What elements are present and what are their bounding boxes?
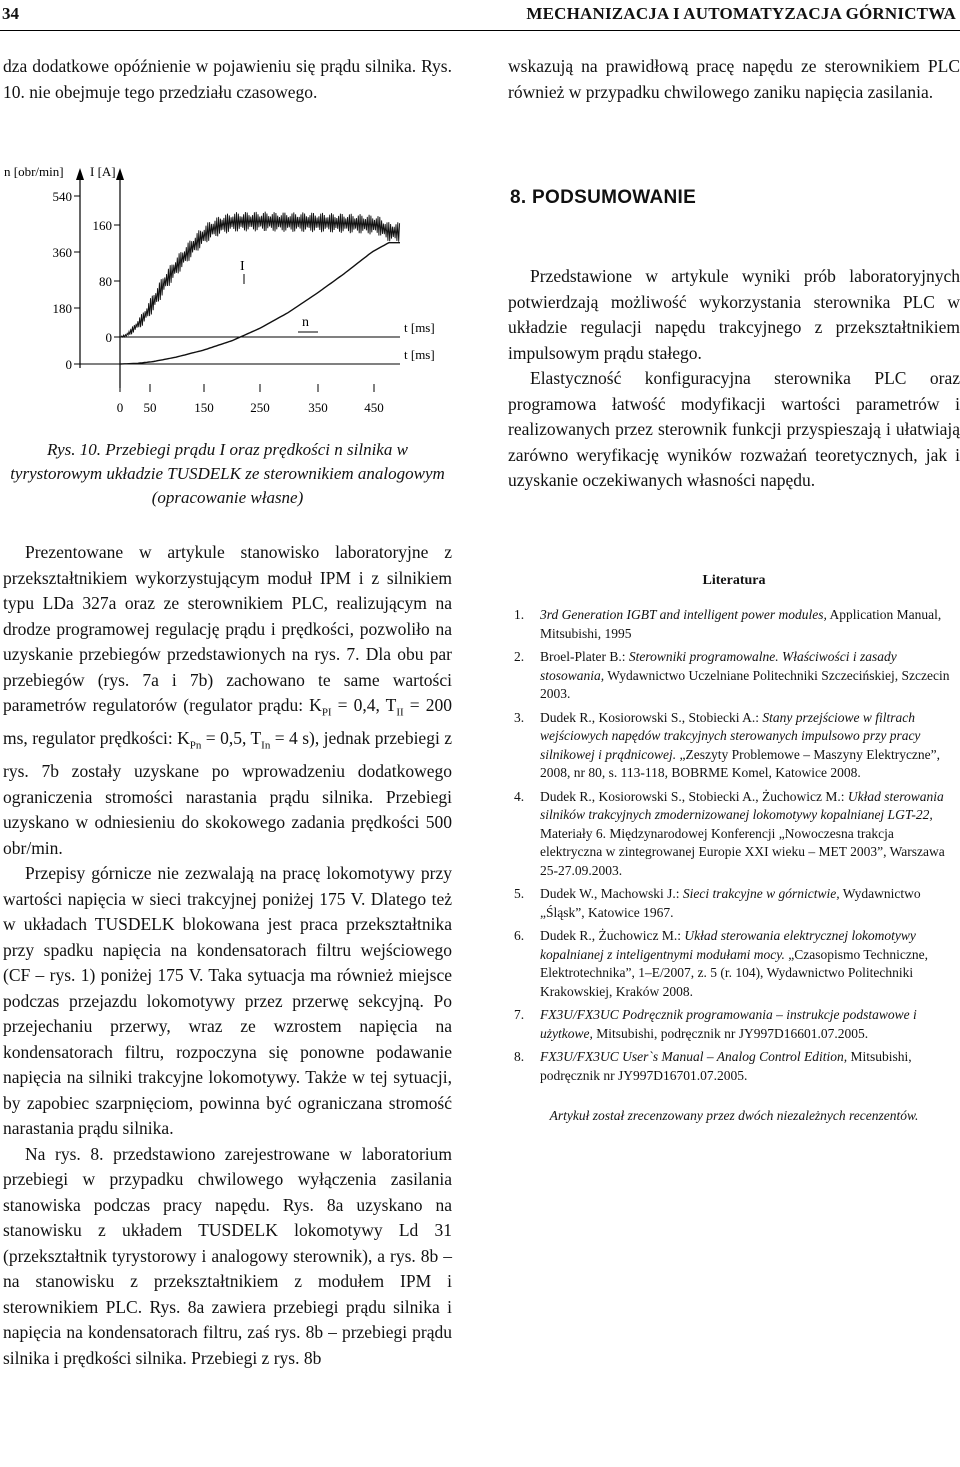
n-tick-label: 180	[52, 301, 72, 316]
literature-title: Literatura	[702, 573, 766, 588]
p1-part: = 0,5, T	[201, 728, 262, 748]
ref-rest: Application Manual, Mitsubishi, 1995	[540, 607, 942, 641]
header-rule	[0, 30, 960, 31]
ref-authors: Dudek W., Machowski J.:	[540, 886, 683, 901]
reference-item	[514, 885, 958, 922]
left-body	[3, 540, 452, 1371]
ref-title: Sieci trakcyjne w górnictwie,	[682, 886, 840, 901]
ref-title: Układ sterowania elektrycznej lokomotywy kopalnianej z inteligentnymi modułami mocy.	[540, 928, 916, 962]
ref-num: 3.	[514, 709, 525, 725]
ref-title: FX3U/FX3UC Podręcznik programowania – instrukcje podstawowe i użytkowe,	[540, 1007, 917, 1041]
ref-rest: Mitsubishi, podręcznik nr JY997D16601.07.2005.	[592, 1025, 869, 1041]
ref-num: 7.	[514, 1007, 525, 1022]
figure-rys-10	[0, 156, 460, 428]
section-title: 8. PODSUMOWANIE	[510, 187, 697, 208]
left-intro	[3, 54, 452, 105]
p1-part: Prezentowane w artykule stanowisko laboratoryjne z przekształtnikiem wykorzystującym moduł IPM i z silnikiem typu LDa 327a oraz ze sterownikiem PLC, realizującym na drodze programowej regulację prądu i prędkości, pozwoliło na uzyskanie przebiegów przedstawionych na rys. 7. Dla obu par przebiegów (rys. 7a i 7b) zachowano te same wartości parametrów regulatorów (regulator prądu: K	[3, 542, 452, 715]
body-paragraph	[3, 540, 452, 861]
ref-rest: „Zeszyty Problemowe – Maszyny Elektryczne”, 2008, nr 80, s. 113-118, BOBRME Komel, Katowice 2008.	[540, 746, 941, 780]
reference-item	[514, 606, 958, 643]
ref-title: Sterowniki programowalne. Właściwości i zasady stosowania,	[540, 649, 897, 683]
ref-num: 6.	[514, 928, 525, 943]
body-paragraph: Na rys. 8. przedstawiono zarejestrowane w laboratorium przebiegi w przypadku chwilowego wyłączenia zasilania stanowiska podczas pracy napędu. Rys. 8a uzyskano na stanowisku z układem TUSDELK lokomotywy Ld 31 (przekształtnik tyrystorowy i analogowy sterownik), a rys. 8b – na stanowisku z przekształtnikiem z modułem IPM i sterownikiem PLC. Rys. 8a zawiera przebiegi prądu silnika i napięcia na kondensatorach filtru, zaś rys. 8b – przebiegi prądu silnika i prędkości silnika. Przebiegi z rys. 8b	[3, 1143, 452, 1368]
t-label-lower: t [ms]	[404, 347, 435, 362]
ref-num: 4.	[514, 788, 525, 804]
current-curve-i	[120, 212, 400, 337]
page-number: 34	[2, 4, 19, 23]
ref-num: 2.	[514, 649, 525, 664]
t-label-upper: t [ms]	[404, 320, 435, 335]
reference-item	[514, 1048, 958, 1085]
ref-rest: Materiały 6. Międzynarodowej Konferencji „Nowoczesna trakcja elektryczna w zintegrowanej Europie XXI wieku – MET 2003”, Warszawa 25-27.09.2003.	[540, 825, 945, 878]
reference-item	[514, 1006, 958, 1043]
right-intro	[508, 54, 960, 105]
right-intro-text: wskazują na prawidłową pracę napędu ze sterownikiem PLC również w przypadku chwilowego zaniku napięcia zasilania.	[508, 56, 960, 102]
reference-item	[514, 927, 958, 1001]
t-ticks	[117, 384, 384, 415]
ref-title: 3rd Generation IGBT and intelligent power modules,	[540, 607, 827, 622]
ref-num: 8.	[514, 1049, 525, 1064]
subscript: II	[396, 706, 404, 719]
ref-authors: Dudek R., Żuchowicz M.:	[540, 928, 685, 943]
reference-list	[514, 606, 958, 1090]
journal-title: MECHANIZACJA I AUTOMATYZACJA GÓRNICTWA	[526, 4, 956, 23]
page-header	[0, 0, 960, 30]
t-tick-label: 350	[308, 400, 328, 415]
curve-label-current: I	[240, 259, 245, 274]
subscript: In	[261, 739, 271, 752]
p1-part: = 0,4, T	[331, 695, 397, 715]
reference-item	[514, 788, 958, 881]
summary-paragraph: Przedstawione w artykule wyniki prób laboratoryjnych potwierdzają możliwość wykorzystania sterownika PLC w układzie regulacji napędu trakcyjnego z przekształtnikiem impulsowym prądu stałego.	[508, 266, 960, 363]
n-tick-label: 0	[65, 357, 72, 372]
ref-authors: Dudek R., Kosiorowski S., Stobiecki A.:	[540, 709, 763, 725]
ref-authors: Dudek R., Kosiorowski S., Stobiecki A., Żuchowicz M.:	[540, 788, 848, 804]
n-ticks	[53, 189, 81, 372]
review-note: Artykuł został zrecenzowany przez dwóch niezależnych recenzentów.	[549, 1108, 919, 1123]
t-tick-label: 50	[143, 400, 157, 415]
ref-title: Układ sterowania silników trakcyjnych zmodernizowanej lokomotywy kopalnianej LGT-22,	[540, 788, 944, 822]
t-tick-label: 150	[194, 400, 214, 415]
summary	[508, 264, 960, 494]
i-ticks	[93, 218, 121, 345]
ref-authors: Broel-Plater B.:	[540, 649, 629, 664]
body-paragraph: Przepisy górnicze nie zezwalają na pracę lokomotywy przy wartości napięcia w sieci trakcyjnej poniżej 175 V. Dlatego też w układach TUSDELK blokowana jest praca przekształtnika przy spadku napięcia na kondensatorach filtru wejściowego (CF – rys. 1) poniżej 175 V. Taka sytuacja ma również miejsce podczas przejazdu lokomotywy przez przerwę sekcyjną. Po przejechaniu przerwy, wraz ze wzrostem napięcia na kondensatorach filtru, rozpoczyna się ponowne podawanie napięcia na silniki trakcyjne lokomotywy. Także w tej sytuacji, by zapobiec szarpnięciom, powinna być ograniczana stromość narastania prądu silnika.	[3, 863, 452, 1138]
summary-paragraph: Elastyczność konfiguracyjna sterownika PLC oraz programowa łatwość modyfikacji wartości parametrów i realizowanych przez sterownik funkcji przyspieszają i ułatwiają zarówno weryfikację wyników rozważań teoretycznych, jak i uzyskanie oczekiwanych własności napędu.	[508, 368, 960, 490]
ref-rest: Mitsubishi, podręcznik nr JY997D16701.07.2005.	[540, 1049, 912, 1083]
i-tick-label: 0	[105, 330, 112, 345]
subscript: PI	[321, 706, 332, 719]
ref-title: Stany przejściowe w filtrach wejściowych napędów trakcyjnych sterowanych impulsowo przy pracy silnikowej i prądnicowej.	[540, 709, 921, 762]
n-axis-label: n [obr/min]	[4, 164, 64, 179]
n-tick-label: 360	[52, 245, 72, 260]
t-tick-label: 450	[364, 400, 384, 415]
ref-rest: „Czasopismo Techniczne, Elektrotechnika”, 1–E/2007, z. 5 (r. 104), Wydawnictwo Politechniki Krakowskiej, Kraków 2008.	[540, 946, 928, 999]
ref-title: FX3U/FX3UC User`s Manual – Analog Control Edition,	[540, 1049, 848, 1064]
subscript: Pn	[189, 739, 202, 752]
speed-curve-n	[120, 243, 400, 364]
n-axis-arrow	[76, 168, 84, 180]
i-tick-label: 80	[99, 274, 112, 289]
i-axis-label: I [A]	[90, 164, 116, 179]
ref-num: 1.	[514, 607, 525, 622]
p1-part: = 4 s), jednak przebiegi z rys. 7b zostały uzyskane po wprowadzeniu dodatkowego ograniczenia stromości narastania prądu silnika. Przebiegi uzyskano w odniesieniu do skokowego zadania prędkości 500 obr/min.	[3, 728, 453, 858]
ref-num: 5.	[514, 886, 525, 901]
n-tick-label: 540	[52, 189, 72, 204]
figure-caption: Rys. 10. Przebiegi prądu I oraz prędkości n silnika w tyrystorowym układzie TUSDELK ze sterownikiem analogowym (opracowanie własne)	[10, 440, 445, 507]
t-tick-label: 0	[116, 400, 124, 415]
p1-part: = 200 ms, regulator prędkości: K	[3, 695, 452, 748]
ref-rest: Wydawnictwo „Śląsk”, Katowice 1967.	[540, 886, 921, 920]
reference-item	[514, 709, 958, 783]
curve-label-speed: n	[302, 315, 309, 330]
i-axis-arrow	[116, 168, 124, 180]
i-tick-label: 160	[92, 218, 112, 233]
ref-rest: Wydawnictwo Uczelniane Politechniki Szczecińskiej, Szczecin 2003.	[540, 667, 950, 701]
left-intro-text: dza dodatkowe opóźnienie w pojawieniu się prądu silnika. Rys. 10. nie obejmuje tego przedziału czasowego.	[3, 56, 452, 102]
t-tick-label: 250	[250, 400, 270, 415]
reference-item	[514, 648, 958, 704]
